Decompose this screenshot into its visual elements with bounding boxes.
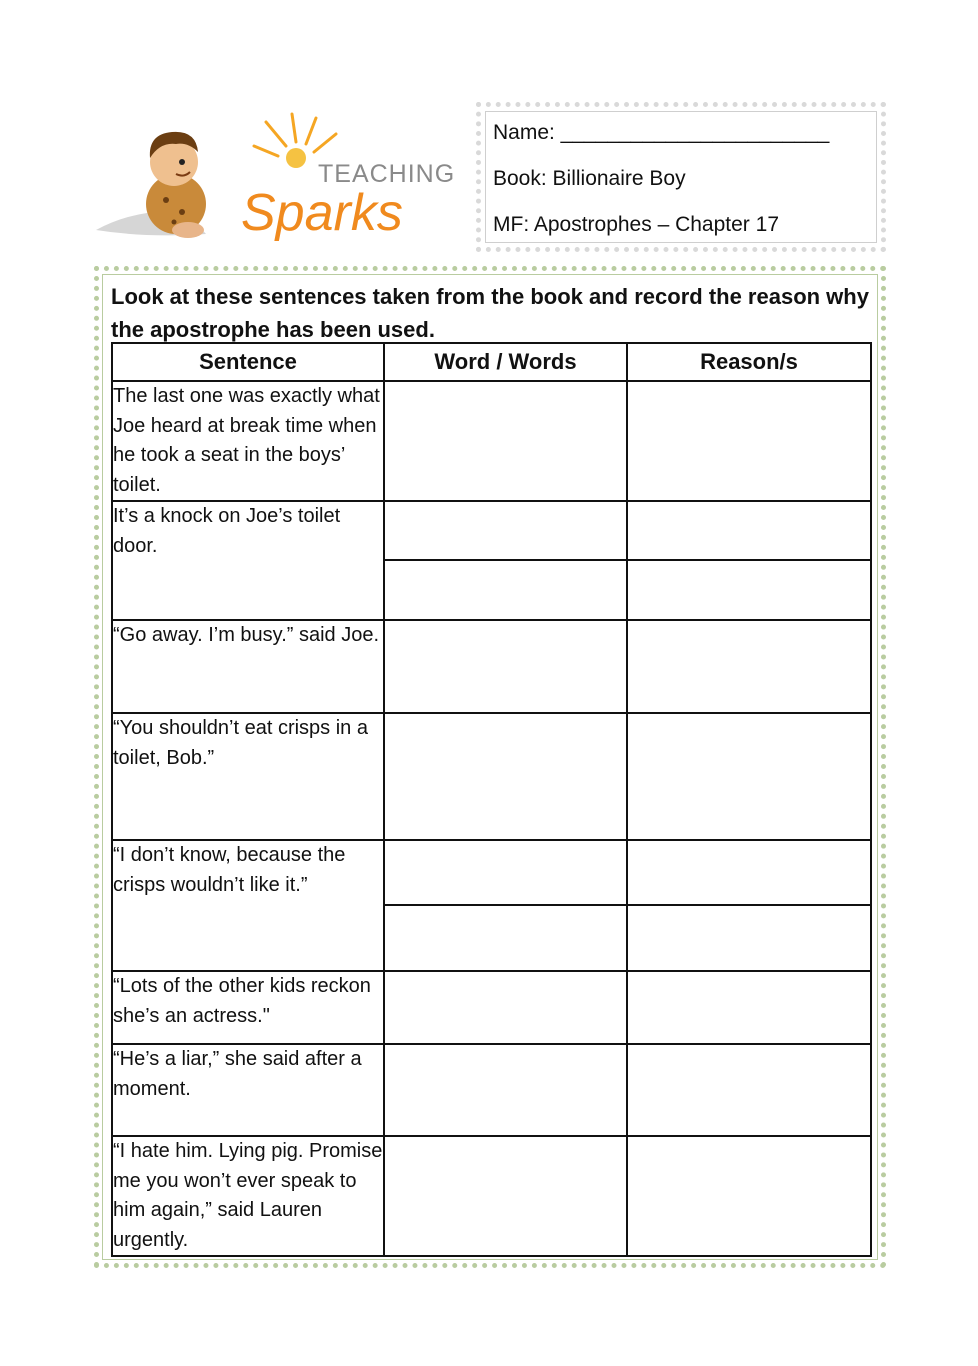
table-row: [112, 1136, 871, 1256]
words-answer-cell[interactable]: [384, 381, 627, 501]
reason-answer-cell[interactable]: [627, 971, 871, 1044]
reason-answer-cell[interactable]: [627, 840, 871, 905]
table-row: [112, 840, 871, 905]
reason-answer-cell[interactable]: [627, 501, 871, 560]
words-answer-cell[interactable]: [384, 971, 627, 1044]
words-answer-cell[interactable]: [384, 501, 627, 560]
sentence-cell: “Go away. I’m busy.” said Joe.: [112, 620, 384, 713]
table-row: [112, 501, 871, 560]
column-header-sentence: Sentence: [112, 343, 384, 381]
words-answer-cell[interactable]: [384, 620, 627, 713]
table-header-row: [112, 343, 871, 381]
table-row: [112, 620, 871, 713]
mf-label: MF: Apostrophes – Chapter 17: [493, 213, 779, 236]
sentence-cell: “I hate him. Lying pig. Promise me you won’t ever speak to him again,” said Lauren urgently.: [112, 1136, 384, 1256]
table-row: [112, 1044, 871, 1136]
words-answer-cell[interactable]: [384, 560, 627, 620]
words-answer-cell[interactable]: [384, 713, 627, 840]
book-label: Book: Billionaire Boy: [493, 167, 686, 190]
sentence-cell: “Lots of the other kids reckon she’s an actress.": [112, 971, 384, 1044]
words-answer-cell[interactable]: [384, 840, 627, 905]
instructions-text: Look at these sentences taken from the book and record the reason why the apostrophe has been used.: [111, 284, 869, 342]
table-row: [112, 713, 871, 840]
sentence-cell: “I don’t know, because the crisps wouldn’t like it.”: [112, 840, 384, 971]
column-header-reasons: Reason/s: [627, 343, 871, 381]
words-answer-cell[interactable]: [384, 1044, 627, 1136]
reason-answer-cell[interactable]: [627, 560, 871, 620]
words-answer-cell[interactable]: [384, 905, 627, 971]
sentence-cell: “You shouldn’t eat crisps in a toilet, Bob.”: [112, 713, 384, 840]
reason-answer-cell[interactable]: [627, 1136, 871, 1256]
reason-answer-cell[interactable]: [627, 713, 871, 840]
teaching-sparks-logo: [96, 112, 458, 252]
reason-answer-cell[interactable]: [627, 905, 871, 971]
student-info-box: [476, 102, 886, 252]
sentence-cell: The last one was exactly what Joe heard at break time when he took a seat in the boys’ toilet.: [112, 381, 384, 501]
apostrophe-table: [111, 342, 872, 1257]
reason-answer-cell[interactable]: [627, 381, 871, 501]
name-field[interactable]: Name: _______________________: [493, 121, 830, 144]
logo-text-teaching: TEACHING: [318, 160, 456, 188]
logo-text-sparks: Sparks: [241, 184, 403, 242]
reason-answer-cell[interactable]: [627, 1044, 871, 1136]
sentence-cell: It’s a knock on Joe’s toilet door.: [112, 501, 384, 620]
words-answer-cell[interactable]: [384, 1136, 627, 1256]
table-row: [112, 381, 871, 501]
column-header-words: Word / Words: [384, 343, 627, 381]
reason-answer-cell[interactable]: [627, 620, 871, 713]
caveman-logo-icon: [96, 112, 458, 252]
table-row: [112, 971, 871, 1044]
sentence-cell: “He’s a liar,” she said after a moment.: [112, 1044, 384, 1136]
